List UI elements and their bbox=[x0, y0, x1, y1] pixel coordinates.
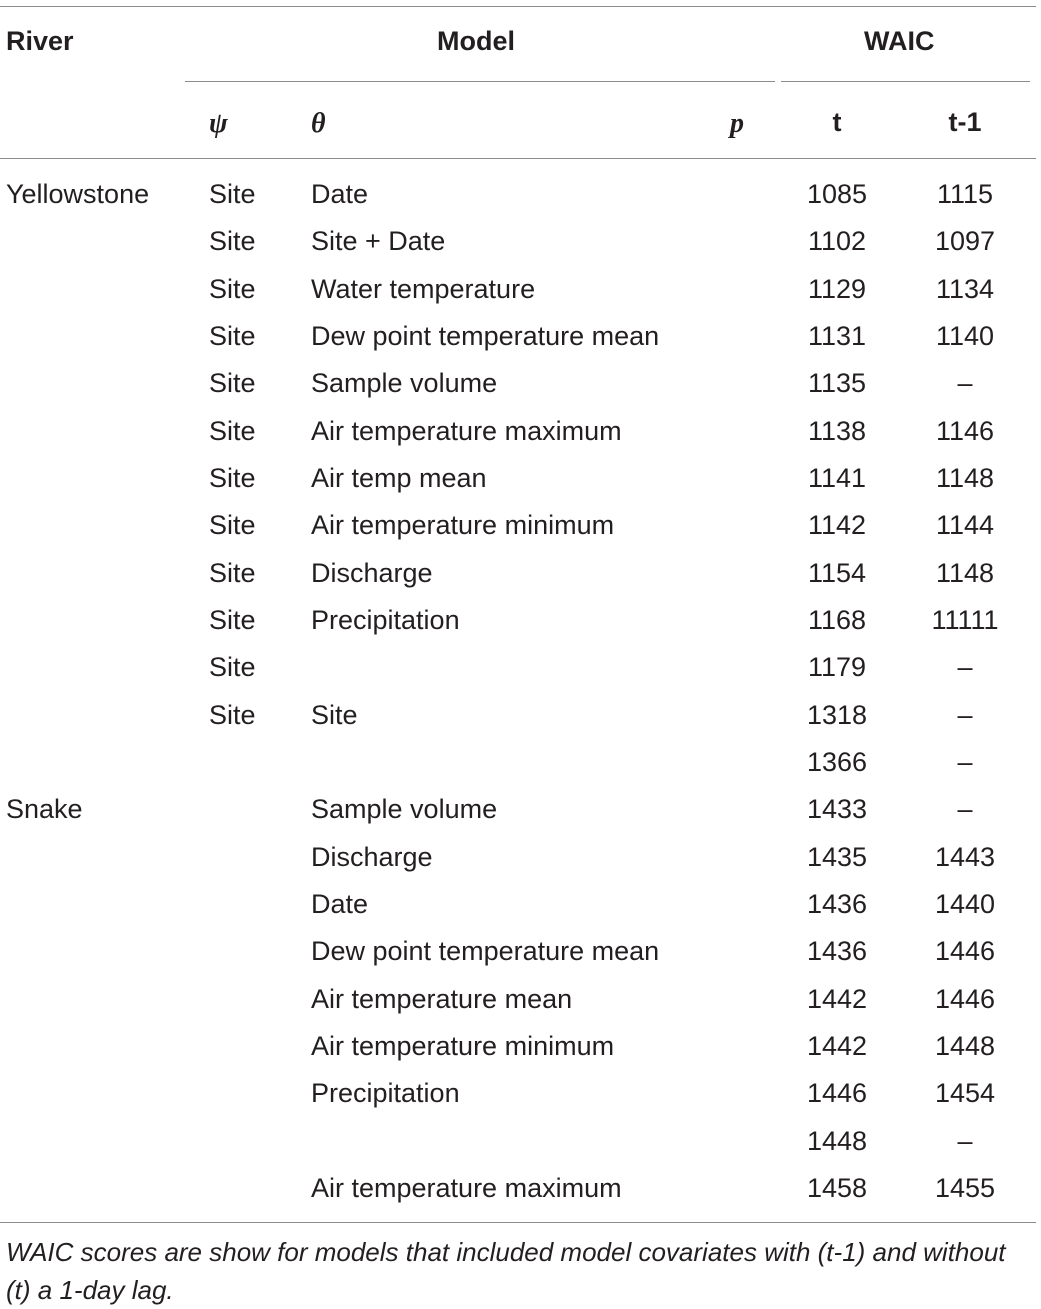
cell-psi: Site bbox=[209, 510, 256, 540]
cell-theta: Discharge bbox=[311, 558, 433, 588]
cell-psi: Site bbox=[209, 179, 256, 209]
cell-theta: Site bbox=[311, 700, 358, 730]
header-psi: ψ bbox=[209, 108, 228, 139]
cell-waic-t: 1179 bbox=[807, 652, 867, 682]
cell-waic-t-minus-1: 1455 bbox=[934, 1173, 996, 1203]
cell-theta: Air temperature maximum bbox=[311, 416, 622, 446]
cell-psi: Site bbox=[209, 558, 256, 588]
table-footnote: WAIC scores are show for models that included model covariates with (t-1) and without (t) a 1-day lag. bbox=[6, 1237, 1006, 1305]
header-p: p bbox=[730, 108, 744, 139]
header-t-minus-1: t-1 bbox=[948, 107, 982, 137]
top-rule bbox=[0, 6, 1036, 7]
cell-theta: Date bbox=[311, 889, 369, 919]
cell-waic-t-minus-1: – bbox=[957, 794, 973, 824]
header-t: t bbox=[832, 107, 842, 137]
cell-waic-t: 1141 bbox=[807, 463, 867, 493]
cell-psi: Site bbox=[209, 463, 256, 493]
cell-waic-t: 1131 bbox=[807, 321, 867, 351]
cell-theta: Discharge bbox=[311, 842, 433, 872]
cell-theta: Water temperature bbox=[311, 274, 536, 304]
cell-waic-t-minus-1: 1454 bbox=[934, 1078, 996, 1108]
cell-theta: Air temp mean bbox=[311, 463, 487, 493]
header-bottom-rule bbox=[0, 158, 1036, 159]
cell-waic-t: 1458 bbox=[806, 1173, 868, 1203]
cell-waic-t: 1366 bbox=[806, 747, 868, 777]
cell-waic-t: 1448 bbox=[806, 1126, 868, 1156]
cell-theta: Air temperature minimum bbox=[311, 1031, 615, 1061]
cell-waic-t-minus-1: 1115 bbox=[936, 179, 994, 209]
cell-psi: Site bbox=[209, 368, 256, 398]
cell-waic-t-minus-1: 1440 bbox=[934, 889, 996, 919]
cell-psi: Site bbox=[209, 274, 256, 304]
cell-waic-t-minus-1: 1148 bbox=[935, 558, 995, 588]
header-model: Model bbox=[437, 26, 515, 56]
cell-theta: Sample volume bbox=[311, 368, 498, 398]
cell-waic-t: 1085 bbox=[806, 179, 868, 209]
cell-waic-t-minus-1: – bbox=[957, 652, 973, 682]
cell-waic-t: 1102 bbox=[807, 226, 867, 256]
cell-theta: Air temperature mean bbox=[311, 984, 573, 1014]
cell-theta: Date bbox=[311, 179, 369, 209]
cell-waic-t-minus-1: – bbox=[957, 700, 973, 730]
cell-psi: Site bbox=[209, 605, 256, 635]
table-bottom-rule bbox=[0, 1222, 1036, 1223]
cell-theta: Site + Date bbox=[311, 226, 446, 256]
cell-waic-t: 1318 bbox=[806, 700, 868, 730]
cell-waic-t-minus-1: – bbox=[957, 747, 973, 777]
cell-theta: Air temperature minimum bbox=[311, 510, 615, 540]
header-theta: θ bbox=[311, 108, 326, 139]
cell-waic-t: 1435 bbox=[806, 842, 868, 872]
cell-waic-t-minus-1: 1144 bbox=[935, 510, 995, 540]
cell-waic-t: 1168 bbox=[807, 605, 867, 635]
cell-theta: Dew point temperature mean bbox=[311, 321, 660, 351]
cell-psi: Site bbox=[209, 321, 256, 351]
cell-waic-t: 1138 bbox=[807, 416, 867, 446]
cell-waic-t: 1446 bbox=[806, 1078, 868, 1108]
header-river: River bbox=[6, 26, 74, 56]
cell-waic-t: 1433 bbox=[806, 794, 868, 824]
cell-theta: Sample volume bbox=[311, 794, 498, 824]
cell-waic-t-minus-1: 1140 bbox=[935, 321, 995, 351]
cell-waic-t-minus-1: 11111 bbox=[931, 605, 999, 635]
cell-waic-t-minus-1: – bbox=[957, 368, 973, 398]
cell-waic-t-minus-1: 1146 bbox=[935, 416, 995, 446]
cell-waic-t-minus-1: 1448 bbox=[934, 1031, 996, 1061]
cell-waic-t: 1154 bbox=[807, 558, 867, 588]
cell-waic-t-minus-1: 1097 bbox=[934, 226, 996, 256]
header-waic: WAIC bbox=[864, 26, 935, 56]
cell-theta: Dew point temperature mean bbox=[311, 936, 660, 966]
cell-river: Yellowstone bbox=[6, 179, 150, 209]
cell-psi: Site bbox=[209, 652, 256, 682]
cell-waic-t: 1135 bbox=[807, 368, 867, 398]
cell-waic-t-minus-1: 1446 bbox=[934, 984, 996, 1014]
cell-waic-t: 1442 bbox=[806, 984, 868, 1014]
cell-waic-t-minus-1: 1446 bbox=[934, 936, 996, 966]
cell-waic-t-minus-1: 1148 bbox=[935, 463, 995, 493]
waic-group-rule bbox=[781, 81, 1030, 82]
cell-waic-t: 1129 bbox=[807, 274, 867, 304]
cell-waic-t: 1142 bbox=[807, 510, 867, 540]
cell-theta: Air temperature maximum bbox=[311, 1173, 622, 1203]
cell-psi: Site bbox=[209, 700, 256, 730]
cell-psi: Site bbox=[209, 226, 256, 256]
cell-waic-t-minus-1: 1134 bbox=[935, 274, 995, 304]
cell-river: Snake bbox=[6, 794, 83, 824]
cell-waic-t: 1442 bbox=[806, 1031, 868, 1061]
cell-waic-t: 1436 bbox=[806, 936, 868, 966]
cell-waic-t-minus-1: 1443 bbox=[934, 842, 996, 872]
cell-theta: Precipitation bbox=[311, 1078, 460, 1108]
cell-waic-t-minus-1: – bbox=[957, 1126, 973, 1156]
model-group-rule bbox=[185, 81, 775, 82]
cell-psi: Site bbox=[209, 416, 256, 446]
cell-waic-t: 1436 bbox=[806, 889, 868, 919]
cell-theta: Precipitation bbox=[311, 605, 460, 635]
